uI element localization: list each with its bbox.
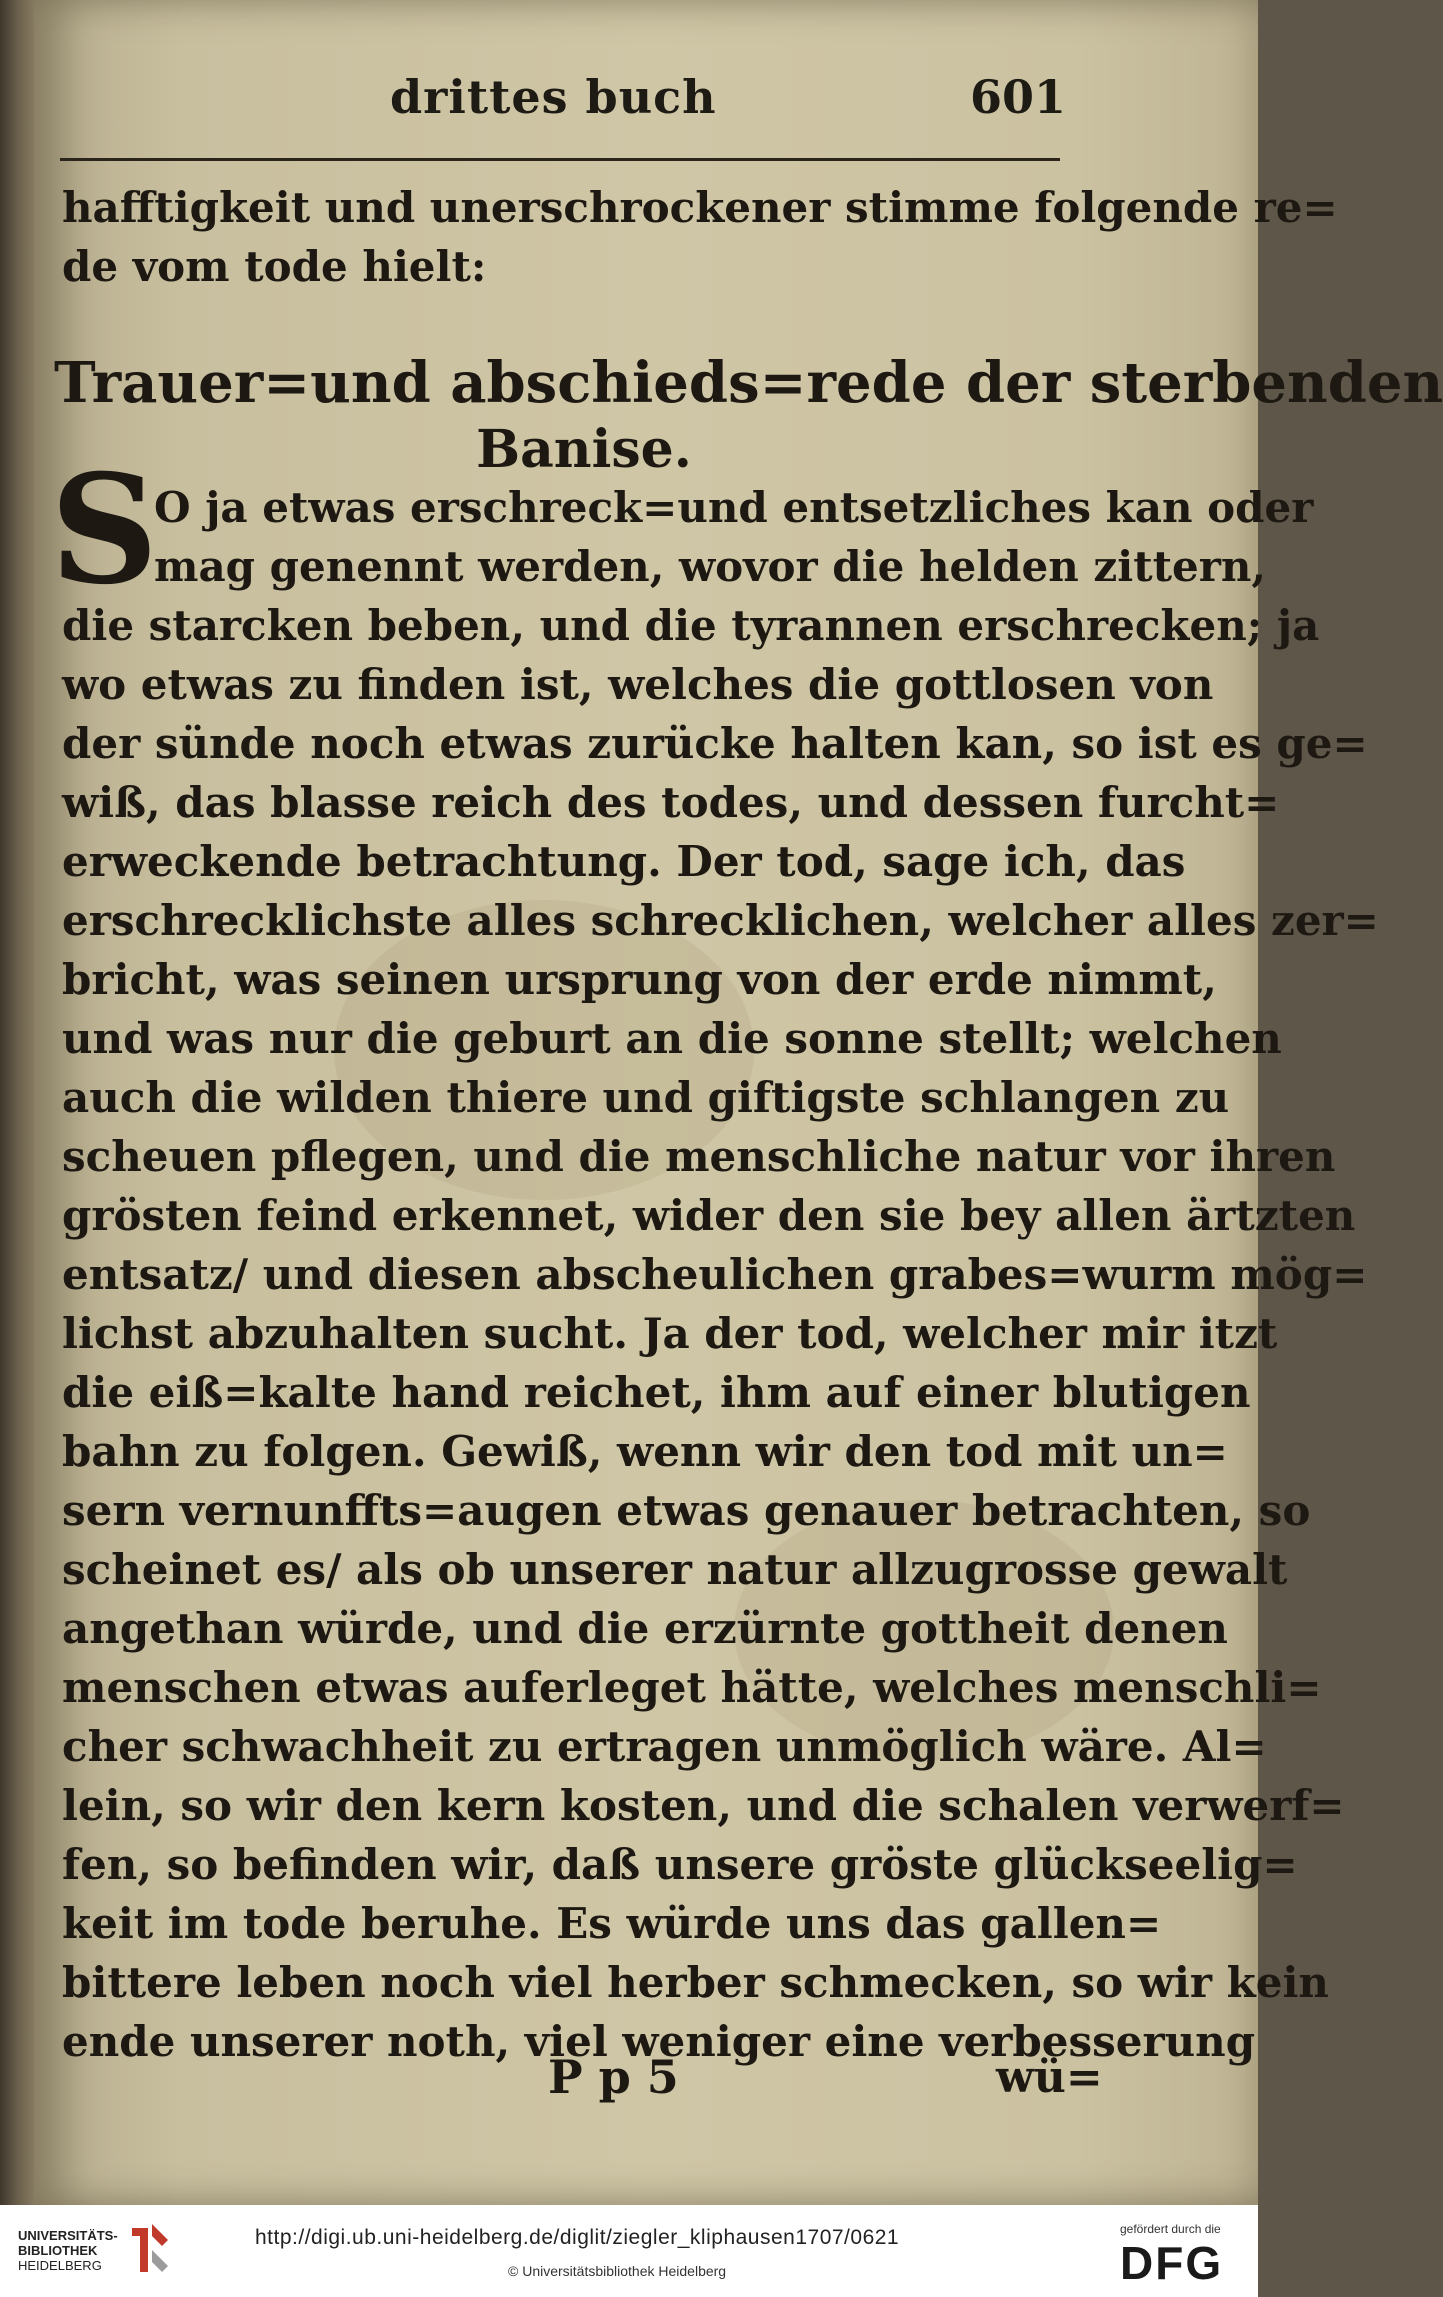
text-line: fen, so befinden wir, daß unsere gröste glückseelig= [62, 1840, 1298, 1889]
funder-caption: gefördert durch die [1120, 2222, 1221, 2236]
running-head: drittes buch [390, 70, 717, 124]
text-line: cher schwachheit zu ertragen unmöglich wäre. Al= [62, 1722, 1267, 1771]
text-line: scheinet es/ als ob unserer natur allzugrosse gewalt [62, 1545, 1288, 1594]
text-line: bahn zu folgen. Gewiß, wenn wir den tod mit un= [62, 1427, 1228, 1476]
text-line: wiß, das blasse reich des todes, und dessen furcht= [62, 778, 1280, 827]
text-line: bittere leben noch viel herber schmecken, so wir kein [62, 1958, 1329, 2007]
text-line: keit im tode beruhe. Es würde uns das gallen= [62, 1899, 1162, 1948]
catchword: wü= [996, 2052, 1103, 2103]
text-line: de vom tode hielt: [62, 242, 487, 291]
text-line: mag genennt werden, wovor die helden zittern, [154, 542, 1267, 591]
university-logo-icon [128, 2222, 172, 2276]
text-line: ende unserer noth, viel weniger eine verbesserung [62, 2017, 1256, 2066]
text-line: erschrecklichste alles schrecklichen, welcher alles zer= [62, 896, 1379, 945]
text-line: bricht, was seinen ursprung von der erde nimmt, [62, 955, 1217, 1004]
text-line: lein, so wir den kern kosten, und die schalen verwerf= [62, 1781, 1345, 1830]
text-line: wo etwas zu finden ist, welches die gottlosen von [62, 660, 1214, 709]
text-line: lichst abzuhalten sucht. Ja der tod, welcher mir itzt [62, 1309, 1278, 1358]
header-rule [60, 158, 1060, 161]
text-line: scheuen pflegen, und die menschliche natur vor ihren [62, 1132, 1336, 1181]
logo-line: UNIVERSITÄTS- [18, 2228, 118, 2243]
text-line: die starcken beben, und die tyrannen erschrecken; ja [62, 601, 1320, 650]
section-heading [54, 348, 1443, 482]
permalink-url[interactable]: http://digi.ub.uni-heidelberg.de/diglit/ziegler_kliphausen1707/0621 [255, 2226, 900, 2249]
dfg-logo: DFG [1120, 2237, 1224, 2289]
text-line: entsatz/ und diesen abscheulichen grabes=wurm mög= [62, 1250, 1368, 1299]
text-line: und was nur die geburt an die sonne stellt; welchen [62, 1014, 1282, 1063]
body-text [62, 478, 1379, 2071]
text-line: sern vernunffts=augen etwas genauer betrachten, so [62, 1486, 1311, 1535]
text-line: der sünde noch etwas zurücke halten kan, so ist es ge= [62, 719, 1368, 768]
logo-line: HEIDELBERG [18, 2258, 102, 2273]
copyright-notice: © Universitätsbibliothek Heidelberg [508, 2263, 727, 2279]
text-line: hafftigkeit und unerschrockener stimme folgende re= [62, 183, 1338, 232]
text-line: O ja etwas erschreck=und entsetzliches kan oder [154, 483, 1314, 532]
library-logo-text [18, 2228, 118, 2273]
heading-line: Banise. [476, 419, 692, 480]
text-line: erweckende betrachtung. Der tod, sage ich, das [62, 837, 1186, 886]
logo-line: BIBLIOTHEK [18, 2243, 98, 2258]
intro-text [62, 178, 1338, 296]
page-number: 601 [970, 70, 1067, 124]
signature-mark: P p 5 [548, 2050, 679, 2104]
library-footer-bar [0, 2205, 1258, 2297]
text-line: die eiß=kalte hand reichet, ihm auf einer blutigen [62, 1368, 1251, 1417]
text-line: menschen etwas auferleget hätte, welches menschli= [62, 1663, 1322, 1712]
heading-line: Trauer=und abschieds=rede der sterbenden [54, 350, 1443, 416]
drop-cap: S [50, 442, 159, 618]
text-line: auch die wilden thiere und giftigste schlangen zu [62, 1073, 1230, 1122]
text-line: grösten feind erkennet, wider den sie bey allen ärtzten [62, 1191, 1356, 1240]
text-line: angethan würde, und die erzürnte gottheit denen [62, 1604, 1228, 1653]
